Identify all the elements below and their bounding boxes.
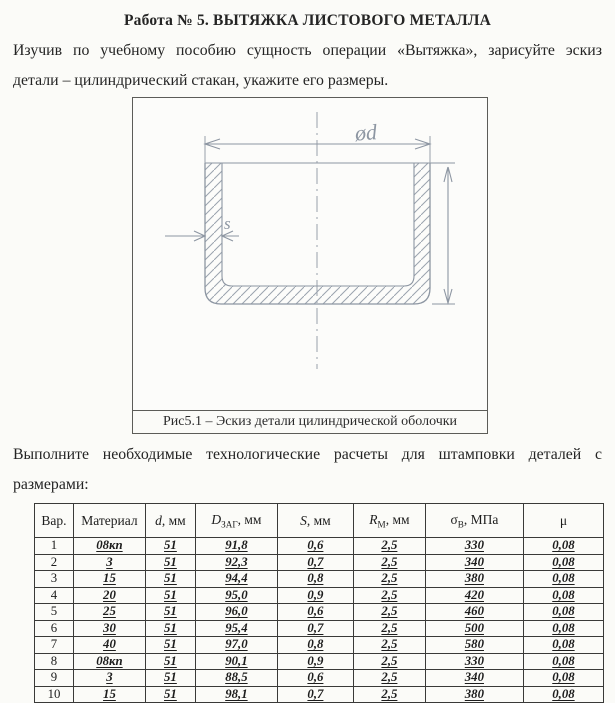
- table-cell: 08кп: [73, 653, 145, 670]
- header-cell: Вар.: [35, 504, 74, 538]
- table-cell: 51: [145, 538, 195, 555]
- thickness-dimension-label: s: [224, 214, 231, 233]
- header-cell: $R_М$, мм: [353, 504, 425, 538]
- cup-inner-profile: [222, 163, 414, 286]
- table-cell: 98,1: [195, 686, 277, 703]
- variants-table: [34, 503, 604, 703]
- header-cell: $\sigma_В$, МПа: [425, 504, 523, 538]
- figure-box: [132, 97, 488, 434]
- variant-number-cell: 7: [35, 637, 74, 654]
- table-cell: 90,1: [195, 653, 277, 670]
- table-cell: 30: [73, 620, 145, 637]
- variant-number-cell: 4: [35, 587, 74, 604]
- table-cell: 0,08: [523, 620, 603, 637]
- table-cell: 95,4: [195, 620, 277, 637]
- table-cell: 0,8: [277, 571, 353, 588]
- header-cell: S, мм: [277, 504, 353, 538]
- table-cell: 51: [145, 554, 195, 571]
- table-cell: 96,0: [195, 604, 277, 621]
- table-cell: 2,5: [353, 587, 425, 604]
- table-cell: 2,5: [353, 538, 425, 555]
- table-cell: 340: [425, 554, 523, 571]
- table-cell: 08кп: [73, 538, 145, 555]
- table-row: [35, 670, 604, 687]
- table-cell: 88,5: [195, 670, 277, 687]
- intro-line-1: Изучив по учебному пособию сущность операции «Вытяжка», зарисуйте эскиз: [13, 42, 602, 59]
- table-cell: 0,08: [523, 653, 603, 670]
- table-cell: 2,5: [353, 637, 425, 654]
- table-cell: 0,08: [523, 587, 603, 604]
- table-row: [35, 604, 604, 621]
- table-cell: 380: [425, 686, 523, 703]
- table-cell: 92,3: [195, 554, 277, 571]
- table-cell: 51: [145, 670, 195, 687]
- intro-line-2: детали – цилиндрический стакан, укажите его размеры.: [13, 72, 389, 89]
- table-row: [35, 620, 604, 637]
- table-cell: 51: [145, 587, 195, 604]
- table-cell: 340: [425, 670, 523, 687]
- cup-cross-section-drawing: [133, 98, 487, 410]
- table-cell: 2,5: [353, 686, 425, 703]
- table-cell: 580: [425, 637, 523, 654]
- table-cell: 3: [73, 554, 145, 571]
- table-cell: 2,5: [353, 653, 425, 670]
- table-cell: 91,8: [195, 538, 277, 555]
- table-cell: 0,08: [523, 637, 603, 654]
- table-cell: 3: [73, 670, 145, 687]
- variant-number-cell: 5: [35, 604, 74, 621]
- table-cell: 51: [145, 686, 195, 703]
- table-cell: 20: [73, 587, 145, 604]
- table-cell: 330: [425, 538, 523, 555]
- table-cell: 25: [73, 604, 145, 621]
- table-cell: 94,4: [195, 571, 277, 588]
- table-cell: 330: [425, 653, 523, 670]
- table-cell: 0,08: [523, 686, 603, 703]
- header-cell: d, мм: [145, 504, 195, 538]
- table-cell: 0,08: [523, 571, 603, 588]
- table-cell: 0,6: [277, 538, 353, 555]
- table-cell: 40: [73, 637, 145, 654]
- table-cell: 0,6: [277, 604, 353, 621]
- table-body: [35, 538, 604, 703]
- table-cell: 0,6: [277, 670, 353, 687]
- diameter-dimension-label: ød: [354, 119, 378, 146]
- task-paragraph: [13, 440, 602, 500]
- table-row: [35, 538, 604, 555]
- table-cell: 0,08: [523, 670, 603, 687]
- table-row: [35, 653, 604, 670]
- table-cell: 51: [145, 653, 195, 670]
- variant-number-cell: 9: [35, 670, 74, 687]
- table-row: [35, 686, 604, 703]
- table-cell: 500: [425, 620, 523, 637]
- table-cell: 380: [425, 571, 523, 588]
- table-cell: 51: [145, 620, 195, 637]
- header-cell: μ: [523, 504, 603, 538]
- table-cell: 2,5: [353, 620, 425, 637]
- table-cell: 0,8: [277, 637, 353, 654]
- table-header-row: [35, 504, 604, 538]
- table-cell: 0,7: [277, 686, 353, 703]
- table-cell: 0,08: [523, 604, 603, 621]
- table-cell: 51: [145, 571, 195, 588]
- figure-caption: Рис5.1 – Эскиз детали цилиндрической оболочки: [132, 410, 488, 434]
- table-cell: 2,5: [353, 604, 425, 621]
- variant-number-cell: 8: [35, 653, 74, 670]
- table-cell: 97,0: [195, 637, 277, 654]
- table-row: [35, 554, 604, 571]
- intro-paragraph: [13, 36, 602, 96]
- table-cell: 420: [425, 587, 523, 604]
- variant-number-cell: 3: [35, 571, 74, 588]
- header-cell: $D_{ЗАГ}$, мм: [195, 504, 277, 538]
- height-dimension: [432, 167, 455, 304]
- table-cell: 2,5: [353, 554, 425, 571]
- table-cell: 15: [73, 686, 145, 703]
- table-cell: 0,08: [523, 554, 603, 571]
- figure-drawing-area: [132, 97, 488, 411]
- table-cell: 0,08: [523, 538, 603, 555]
- table-cell: 15: [73, 571, 145, 588]
- table-cell: 0,7: [277, 620, 353, 637]
- table-cell: 0,7: [277, 554, 353, 571]
- task-line-1: Выполните необходимые технологические расчеты для штамповки деталей с: [13, 446, 602, 463]
- table-cell: 2,5: [353, 571, 425, 588]
- table-cell: 2,5: [353, 670, 425, 687]
- table-row: [35, 587, 604, 604]
- table-cell: 51: [145, 604, 195, 621]
- table-cell: 95,0: [195, 587, 277, 604]
- variant-number-cell: 2: [35, 554, 74, 571]
- task-line-2: размерами:: [13, 476, 89, 493]
- table-cell: 51: [145, 637, 195, 654]
- table-row: [35, 637, 604, 654]
- variant-number-cell: 6: [35, 620, 74, 637]
- table-cell: 0,9: [277, 653, 353, 670]
- variant-number-cell: 10: [35, 686, 74, 703]
- header-cell: Материал: [73, 504, 145, 538]
- table-row: [35, 571, 604, 588]
- page-title: Работа № 5. ВЫТЯЖКА ЛИСТОВОГО МЕТАЛЛА: [123, 12, 492, 29]
- table-cell: 460: [425, 604, 523, 621]
- table-cell: 0,9: [277, 587, 353, 604]
- variant-number-cell: 1: [35, 538, 74, 555]
- variants-table-wrapper: [34, 503, 604, 703]
